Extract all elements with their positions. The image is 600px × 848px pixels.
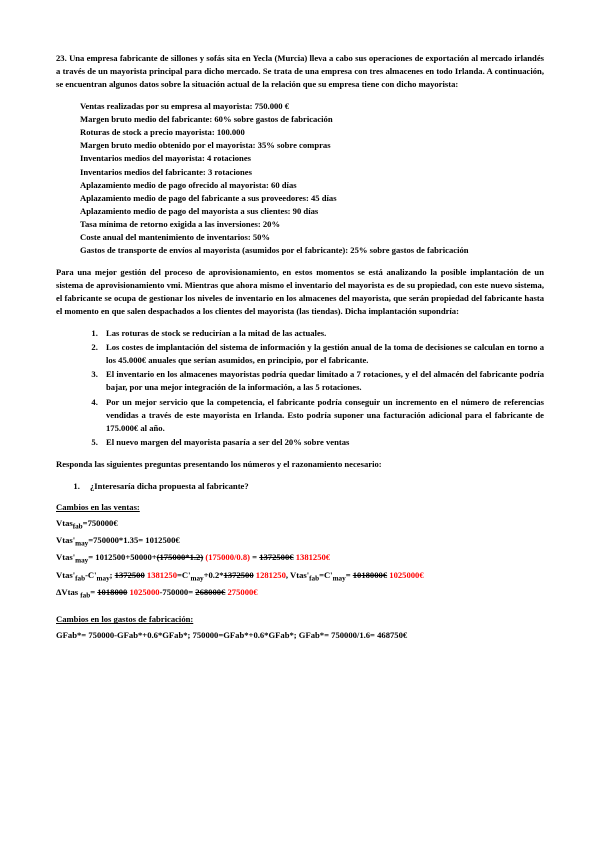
list-item: 1. Las roturas de stock se reducirían a la mitad de las actuales. xyxy=(100,327,544,340)
data-line: Inventarios medios del fabricante: 3 rotaciones xyxy=(80,166,252,177)
calc-line: GFab*= 750000-GFab*+0.6*GFab*; 750000=GFab*+0.6*GFab*; GFab*= 750000/1.6= 468750€ xyxy=(56,630,408,641)
data-line: Inventarios medios del mayorista: 4 rotaciones xyxy=(80,153,251,164)
list-item: 2. Los costes de implantación del sistema de información y la gestión anual de la toma de decisiones se calculan en torno a los 45.000€ anuales que serían asumidos, en principio, por el fabricante. xyxy=(100,341,544,367)
data-line: Aplazamiento medio de pago del mayorista a sus clientes: 90 días xyxy=(80,205,319,216)
data-line: Margen bruto medio del fabricante: 60% sobre gastos de fabricación xyxy=(80,114,333,125)
implications-list xyxy=(56,327,544,449)
problem-number: 23. xyxy=(56,53,67,63)
data-line: Aplazamiento medio de pago del fabricante a sus proveedores: 45 días xyxy=(80,192,337,203)
list-item: 1. ¿Interesaría dicha propuesta al fabricante? xyxy=(82,480,544,493)
data-list xyxy=(80,100,544,257)
data-line: Coste anual del mantenimiento de inventarios: 50% xyxy=(80,231,271,242)
data-line: Gastos de transporte de envíos al mayorista (asumidos por el fabricante): 25% sobre gastos de fabricación xyxy=(80,244,469,255)
calc-line: $Vtas'_{fab}-C'_{may}$; 1372500 $1381250=C'_{may}+0.2*1372500$ 1281250, $Vtas'_{fab}=C'_{may}=$ 1018000€ 1025000€ xyxy=(56,569,424,583)
calc-line: $Vtas'_{may}= 1012500+50000+(175000*1.2) (175000/0.8)$ = 1372500€ 1381250€ xyxy=(56,552,331,566)
questions-list xyxy=(56,480,544,493)
vmi-paragraph: Para una mejor gestión del proceso de aprovisionamiento, en estos momentos se está analizando la posible implantación de un sistema de aprovisionamiento vmi. Mientras que ahora mismo el inventario del mayorista es de su propiedad, con este nuevo sistema, el fabricante se ocupa de gestionar los niveles de inventario en los almacenes del mayorista, que serán propiedad del fabricante hasta el momento en que salen despachados a los clientes del mayorista (las tiendas). Dicha implantación supondría: xyxy=(56,266,544,317)
calc-line: Vtas$_{fab}$=750000€ xyxy=(56,517,118,531)
data-line: Margen bruto medio obtenido por el mayorista: 35% sobre compras xyxy=(80,140,331,151)
list-item: 5. El nuevo margen del mayorista pasaría a ser del 20% sobre ventas xyxy=(100,436,544,449)
list-item: 4. Por un mejor servicio que la competencia, el fabricante podría conseguir un incremento en el número de referencias vendidas a través de este mayorista en Irlanda. Esto podría suponer una facturación adicional para el fabricante de 175.000€ al año. xyxy=(100,396,544,435)
intro-text: Una empresa fabricante de sillones y sofás sita en Yecla (Murcia) lleva a cabo sus operaciones de exportación al mercado irlandés a través de un mayorista principal para dicho mercado. Se trata de una empresa con tres almacenes en todo Irlanda. A continuación, se encuentran algunos datos sobre la situación actual de la relación que su empresa tiene con dicho mayorista: xyxy=(56,53,544,90)
responda-paragraph: Responda las siguientes preguntas presentando los números y el razonamiento necesario: xyxy=(56,458,382,469)
section-heading-gastos: Cambios en los gastos de fabricación: xyxy=(56,614,194,625)
data-line: Ventas realizadas por su empresa al mayorista: 750.000 € xyxy=(80,101,290,112)
calc-line: ΔVtas $_{fab}$= 1018000 1025000-750000= 268000€ 275000€ xyxy=(56,587,258,600)
data-line: Aplazamiento medio de pago ofrecido al mayorista: 60 días xyxy=(80,179,297,190)
data-line: Tasa mínima de retorno exigida a las inversiones: 20% xyxy=(80,218,281,229)
list-item: 3. El inventario en los almacenes mayoristas podría quedar limitado a 7 rotaciones, y el del almacén del fabricante podría bajar, por una mejor integración de la información, a las 5 rotaciones. xyxy=(100,368,544,394)
section-heading-ventas: Cambios en las ventas: xyxy=(56,501,140,512)
data-line: Roturas de stock a precio mayorista: 100.000 xyxy=(80,127,245,138)
intro-paragraph xyxy=(56,52,544,91)
calc-line: $Vtas'_{may}=750000*1.35=$ 1012500€ xyxy=(56,535,180,548)
calculations xyxy=(56,501,544,643)
